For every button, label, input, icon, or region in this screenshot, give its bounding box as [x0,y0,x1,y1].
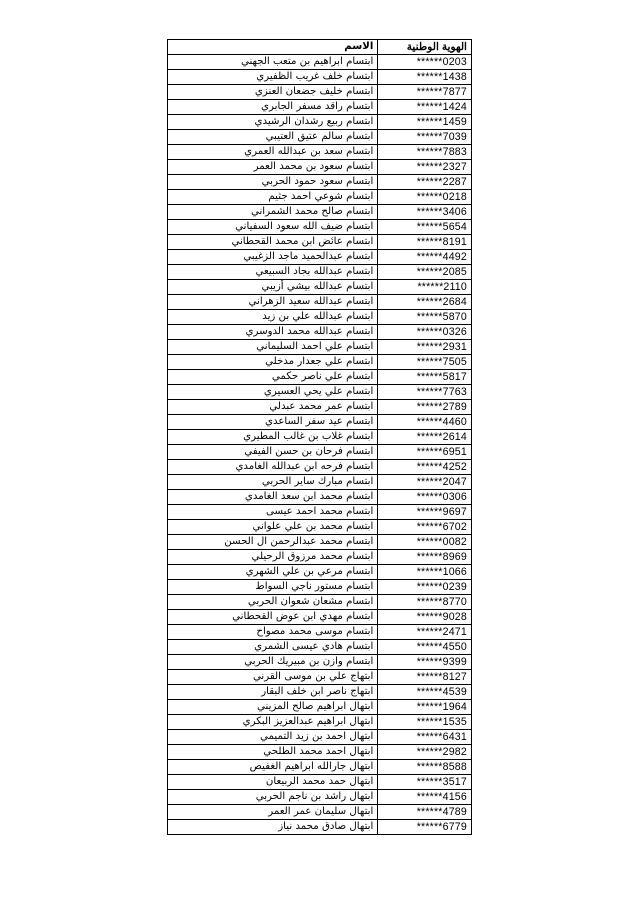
table-row [168,100,472,115]
national-id-cell: ******2931 [378,340,472,355]
name-cell: ابتسام شوعي احمد جثيم [168,190,378,205]
table-row [168,175,472,190]
name-cell: ابتسام ابراهيم بن متعب الجهني [168,55,378,70]
national-id-cell: ******2684 [378,295,472,310]
national-id-cell: ******3517 [378,775,472,790]
table-body [168,55,472,835]
name-cell: ابتسام محمد ابن سعد الغامدي [168,490,378,505]
national-id-cell: ******5817 [378,370,472,385]
name-cell: ابتسام عبدالله بيشي أزيبي [168,280,378,295]
national-id-cell: ******8588 [378,760,472,775]
table-row [168,685,472,700]
table-row [168,130,472,145]
name-cell: ابتسام مبارك ساير الحربي [168,475,378,490]
name-cell: ابتسام فرحان بن حسن الفيفي [168,445,378,460]
table-row [168,220,472,235]
name-cell: ابتهاج علي بن موسى القرني [168,670,378,685]
name-cell: ابتهال راشد بن ناجم الحربي [168,790,378,805]
national-id-cell: ******9697 [378,505,472,520]
national-id-cell: ******1535 [378,715,472,730]
table-row [168,700,472,715]
name-cell: ابتسام سعد بن عبدالله العمري [168,145,378,160]
national-id-cell: ******2789 [378,400,472,415]
name-cell: ابتسام غلاب بن غالب المطيري [168,430,378,445]
table-row [168,475,472,490]
national-id-cell: ******0082 [378,535,472,550]
national-id-cell: ******7877 [378,85,472,100]
national-id-cell: ******8191 [378,235,472,250]
national-id-cell: ******8770 [378,595,472,610]
national-id-cell: ******8969 [378,550,472,565]
national-id-cell: ******6951 [378,445,472,460]
name-cell: ابتسام عائض ابن محمد القحطاني [168,235,378,250]
table-row [168,760,472,775]
national-id-cell: ******2047 [378,475,472,490]
table-header-row [168,40,472,55]
table-row [168,535,472,550]
table-row [168,400,472,415]
name-cell: ابتسام محمد بن علي علواني [168,520,378,535]
name-cell: ابتسام صالح محمد الشمراني [168,205,378,220]
national-id-cell: ******2287 [378,175,472,190]
table-row [168,670,472,685]
national-id-cell: ******2085 [378,265,472,280]
national-id-cell: ******6702 [378,520,472,535]
table-row [168,265,472,280]
header-national-id: الهوية الوطنية [378,40,472,55]
name-cell: ابتسام محمد احمد عيسى [168,505,378,520]
national-id-cell: ******7039 [378,130,472,145]
name-cell: ابتهال احمد محمد الطلحي [168,745,378,760]
table-row [168,85,472,100]
name-cell: ابتسام موسى محمد مصواح [168,625,378,640]
national-id-cell: ******4550 [378,640,472,655]
national-id-cell: ******9028 [378,610,472,625]
name-cell: ابتسام علي يحي العسيري [168,385,378,400]
table-row [168,415,472,430]
table-row [168,655,472,670]
national-id-cell: ******0203 [378,55,472,70]
table-row [168,550,472,565]
name-cell: ابتسام محمد عبدالرحمن ال الحسن [168,535,378,550]
name-cell: ابتسام علي جعدار مدخلي [168,355,378,370]
national-id-cell: ******7883 [378,145,472,160]
name-cell: ابتسام خليف جضعان العنزي [168,85,378,100]
name-cell: ابتسام سعود بن محمد العمر [168,160,378,175]
name-cell: ابتسام سالم عتيق العتيبي [168,130,378,145]
national-id-cell: ******7505 [378,355,472,370]
table-row [168,310,472,325]
name-cell: ابتسام راقد مسفر الجابري [168,100,378,115]
table-row [168,160,472,175]
national-id-cell: ******4460 [378,415,472,430]
national-id-table [167,39,472,835]
name-cell: ابتسام عمر محمد عبدلي [168,400,378,415]
national-id-cell: ******1459 [378,115,472,130]
national-id-cell: ******1424 [378,100,472,115]
national-id-cell: ******0306 [378,490,472,505]
name-cell: ابتهال صادق محمد نياز [168,820,378,835]
name-cell: ابتسام ضيف الله سعود السفياني [168,220,378,235]
name-cell: ابتهال حمد محمد الربيعان [168,775,378,790]
table-row [168,490,472,505]
national-id-cell: ******3406 [378,205,472,220]
national-id-cell: ******2471 [378,625,472,640]
national-id-cell: ******1438 [378,70,472,85]
name-cell: ابتسام مشعان شعوان الحربي [168,595,378,610]
table-row [168,595,472,610]
table-row [168,715,472,730]
name-cell: ابتسام مرعي بن علي الشهري [168,565,378,580]
table-row [168,610,472,625]
name-cell: ابتسام هادي عيسى الشمري [168,640,378,655]
table-row [168,385,472,400]
name-cell: ابتسام مهدي ابن عوض القحطاني [168,610,378,625]
national-id-cell: ******2110 [378,280,472,295]
national-id-cell: ******4789 [378,805,472,820]
national-id-cell: ******1964 [378,700,472,715]
table-row [168,190,472,205]
name-cell: ابتهال احمد بن زيد التميمي [168,730,378,745]
national-id-cell: ******6431 [378,730,472,745]
table-row [168,250,472,265]
national-id-cell: ******5654 [378,220,472,235]
national-id-cell: ******0239 [378,580,472,595]
name-cell: ابتسام وازن بن مبيريك الحربي [168,655,378,670]
table-row [168,205,472,220]
name-cell: ابتسام مستور ناجي السواط [168,580,378,595]
table-row [168,295,472,310]
table-row [168,325,472,340]
table-row [168,520,472,535]
name-cell: ابتسام عيد سفر الساعدي [168,415,378,430]
name-cell: ابتسام عبدالحميد ماجد الزغيبي [168,250,378,265]
table-row [168,55,472,70]
table-row [168,235,472,250]
name-cell: ابتسام فرحه ابن عبدالله الغامدي [168,460,378,475]
name-cell: ابتسام عبدالله سعيد الزهراني [168,295,378,310]
name-cell: ابتسام عبدالله علي بن زيد [168,310,378,325]
header-name: الاسم [168,40,378,55]
table-row [168,775,472,790]
national-id-cell: ******4539 [378,685,472,700]
table-row [168,280,472,295]
name-cell: ابتسام علي احمد السليماني [168,340,378,355]
table-row [168,445,472,460]
table-row [168,805,472,820]
name-cell: ابتهال جارالله ابراهيم الغفيص [168,760,378,775]
table-row [168,355,472,370]
name-cell: ابتسام علي ناصر حكمي [168,370,378,385]
national-id-cell: ******4252 [378,460,472,475]
name-cell: ابتهاج ناصر ابن خلف البقار [168,685,378,700]
national-id-cell: ******5870 [378,310,472,325]
national-id-cell: ******2614 [378,430,472,445]
table-row [168,565,472,580]
table-row [168,115,472,130]
table-row [168,70,472,85]
table-row [168,370,472,385]
national-id-cell: ******2327 [378,160,472,175]
name-cell: ابتسام عبدالله بجاد السبيعي [168,265,378,280]
national-id-cell: ******6779 [378,820,472,835]
national-id-cell: ******9399 [378,655,472,670]
table-row [168,730,472,745]
table-row [168,460,472,475]
table-row [168,820,472,835]
national-id-cell: ******2982 [378,745,472,760]
table-row [168,145,472,160]
table-row [168,580,472,595]
name-cell: ابتسام محمد مرزوق الرحيلي [168,550,378,565]
national-id-cell: ******0326 [378,325,472,340]
national-id-cell: ******4156 [378,790,472,805]
table-row [168,340,472,355]
name-cell: ابتهال ابراهيم عبدالعزيز البكري [168,715,378,730]
table-row [168,640,472,655]
national-id-cell: ******7763 [378,385,472,400]
national-id-cell: ******0218 [378,190,472,205]
national-id-cell: ******4492 [378,250,472,265]
table-row [168,625,472,640]
table-row [168,790,472,805]
table-row [168,430,472,445]
name-cell: ابتهال سليمان عمر العمر [168,805,378,820]
name-cell: ابتسام ربيع رشدان الرشيدي [168,115,378,130]
name-cell: ابتهال ابراهيم صالح المزيني [168,700,378,715]
national-id-cell: ******8127 [378,670,472,685]
name-cell: ابتسام سعود حمود الحربي [168,175,378,190]
name-cell: ابتسام عبدالله محمد الدوسري [168,325,378,340]
table-row [168,745,472,760]
table-row [168,505,472,520]
national-id-cell: ******1066 [378,565,472,580]
name-cell: ابتسام خلف غريب الظفيري [168,70,378,85]
